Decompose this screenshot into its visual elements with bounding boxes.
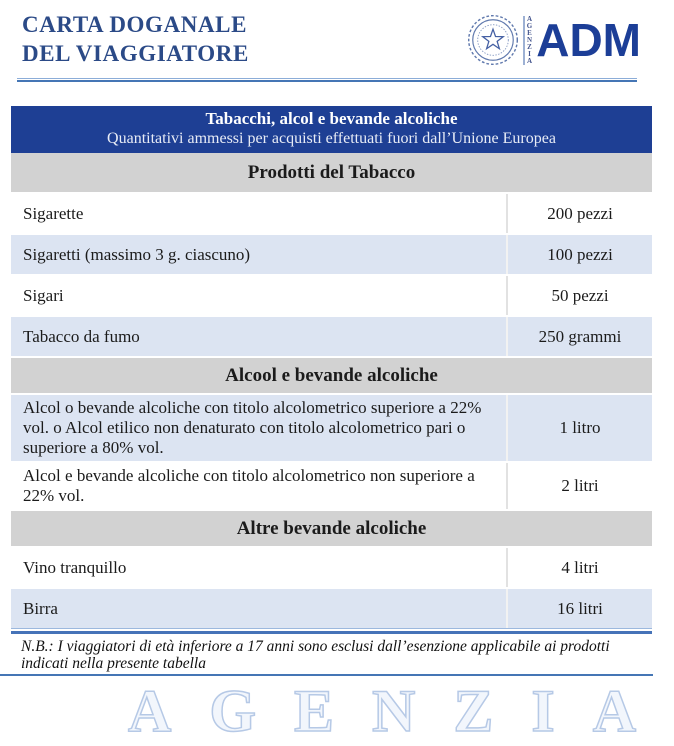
row-label: Birra bbox=[11, 589, 508, 628]
row-label: Sigaretti (massimo 3 g. ciascuno) bbox=[11, 235, 508, 274]
row-value: 2 litri bbox=[561, 476, 599, 495]
agenzia-watermark: AGENZIA bbox=[128, 678, 674, 744]
table-row bbox=[11, 274, 652, 315]
header-divider bbox=[17, 78, 637, 82]
row-label: Sigarette bbox=[11, 194, 508, 233]
row-label: Alcol o bevande alcoliche con titolo alcolometrico superiore a 22% vol. o Alcol etilico non denaturato con titolo alcolometrico pari o superiore a 80% vol. bbox=[11, 395, 508, 461]
section-heading: Alcool e bevande alcoliche bbox=[11, 356, 652, 393]
footnote: N.B.: I viaggiatori di età inferiore a 17 anni sono esclusi dall’esenzione applicabile ai prodotti indicati nella presente tabella bbox=[21, 638, 610, 672]
row-value: 50 pezzi bbox=[551, 285, 609, 305]
table-header-band bbox=[11, 106, 652, 153]
agenzia-letter: Z bbox=[527, 42, 532, 51]
row-value: 4 litri bbox=[561, 557, 599, 577]
table-subtitle: Quantitativi ammessi per acquisti effettuati fuori dall’Unione Europea bbox=[107, 130, 556, 147]
table-row bbox=[11, 315, 652, 356]
row-value: 200 pezzi bbox=[547, 203, 613, 223]
bottom-divider bbox=[0, 674, 653, 676]
row-label: Sigari bbox=[11, 276, 508, 315]
table-row bbox=[11, 233, 652, 274]
section-heading: Prodotti del Tabacco bbox=[11, 153, 652, 192]
row-label: Tabacco da fumo bbox=[11, 317, 508, 356]
agenzia-letter: A bbox=[526, 56, 533, 65]
table-row bbox=[11, 461, 652, 509]
table-row bbox=[11, 393, 652, 461]
table-body bbox=[11, 153, 652, 628]
page-title-line2: DEL VIAGGIATORE bbox=[22, 41, 249, 67]
row-value: 16 litri bbox=[557, 598, 603, 618]
page-title bbox=[22, 10, 249, 68]
agenzia-letter: I bbox=[528, 49, 531, 58]
document-header bbox=[22, 10, 649, 68]
page-title-line1: CARTA DOGANALE bbox=[22, 12, 248, 37]
agenzia-letter: E bbox=[527, 28, 532, 37]
agenzia-letter: A bbox=[526, 14, 533, 23]
section-heading: Altre bevande alcoliche bbox=[11, 509, 652, 546]
row-label: Vino tranquillo bbox=[11, 548, 508, 587]
table-title: Tabacchi, alcol e bevande alcoliche bbox=[205, 109, 458, 128]
row-value: 100 pezzi bbox=[547, 244, 613, 264]
agenzia-letter: N bbox=[526, 35, 533, 44]
agenzia-vertical-label bbox=[523, 16, 532, 65]
table-row bbox=[11, 546, 652, 587]
agenzia-letter: G bbox=[526, 21, 533, 30]
table-row bbox=[11, 587, 652, 628]
adm-logo bbox=[466, 13, 641, 67]
row-value: 250 grammi bbox=[538, 326, 622, 346]
row-value: 1 litro bbox=[559, 418, 601, 437]
table-bottom-border bbox=[11, 628, 652, 634]
row-label: Alcol e bevande alcoliche con titolo alcolometrico non superiore a 22% vol. bbox=[11, 463, 508, 509]
table-row bbox=[11, 192, 652, 233]
adm-logo-text: ADM bbox=[536, 14, 641, 66]
allowances-table bbox=[11, 106, 652, 634]
italy-emblem-icon bbox=[466, 13, 520, 67]
